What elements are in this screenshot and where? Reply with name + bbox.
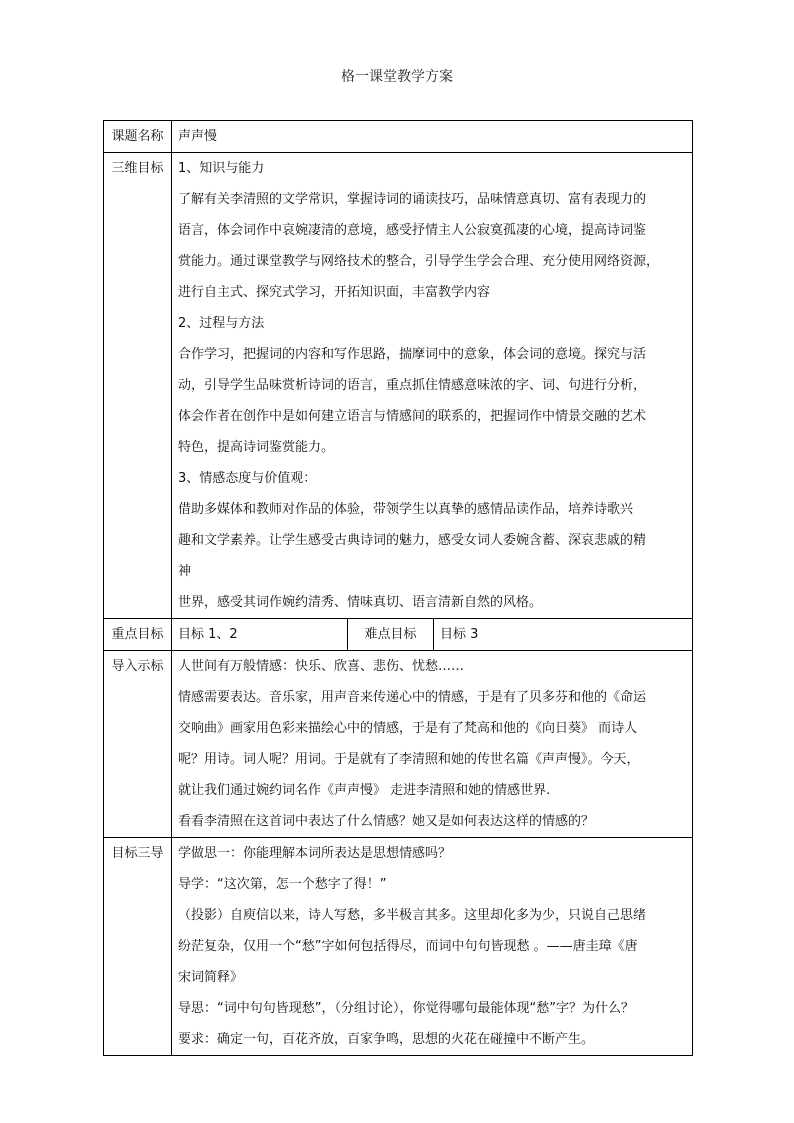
objectives-line: 借助多媒体和教师对作品的体验，带领学生以真挚的感情品读作品，培养诗歌兴 (178, 502, 634, 517)
guide-line: 要求：确定一句，百花齐放，百家争鸣，思想的火花在碰撞中不断产生。 (178, 1032, 595, 1047)
intro-row (104, 651, 693, 838)
intro-line: 交响曲》画家用色彩来描绘心中的情感，于是有了梵高和他的《向日葵》 而诗人 (178, 721, 638, 736)
difficulty-value: 目标 3 (434, 619, 693, 651)
guide-line: 宋词简释》 (178, 970, 244, 985)
key-points-row (104, 619, 693, 651)
intro-content (172, 651, 693, 838)
intro-line: 看看李清照在这首词中表达了什么情感？她又是如何表达这样的情感的？ (178, 814, 595, 829)
guide-content (172, 838, 693, 1056)
document-title: 格一课堂教学方案 (341, 69, 453, 85)
objectives-line: 世界，感受其词作婉约清秀、情味真切、语言清新自然的风格。 (178, 595, 543, 610)
objectives-label: 三维目标 (104, 153, 172, 619)
key-points-value: 目标 1、2 (172, 619, 348, 651)
objectives-line: 体会作者在创作中是如何建立语言与情感间的联系的，把握词作中情景交融的艺术 (178, 409, 647, 424)
guide-line: 导学：“这次第，怎一个愁字了得！” (178, 877, 387, 892)
key-points-label: 重点目标 (104, 619, 172, 651)
objectives-heading-knowledge: 1、知识与能力 (178, 161, 265, 176)
difficulty-label: 难点目标 (348, 619, 434, 651)
objectives-line: 特色，提高诗词鉴赏能力。 (178, 440, 335, 455)
lesson-plan-table (103, 120, 693, 1056)
objectives-content (172, 153, 693, 619)
intro-line: 就让我们通过婉约词名作《声声慢》 走进李清照和她的情感世界. (178, 783, 551, 798)
objectives-line: 动，引导学生品味赏析诗词的语言，重点抓住情感意味浓的字、词、句进行分析， (178, 378, 647, 393)
objectives-line: 趣和文学素养。让学生感受古典诗词的魅力，感受女词人委婉含蓄、深哀悲戚的精 (178, 533, 647, 548)
objectives-line: 了解有关李清照的文学常识，掌握诗词的诵读技巧，品味情意真切、富有表现力的 (178, 192, 647, 207)
objectives-line: 合作学习，把握词的内容和写作思路，揣摩词中的意象，体会词的意境。探究与活 (178, 347, 647, 362)
guide-row (104, 838, 693, 1056)
guide-label: 目标三导 (104, 838, 172, 1056)
intro-label: 导入示标 (104, 651, 172, 838)
objectives-line: 语言，体会词作中哀婉凄清的意境，感受抒情主人公寂寞孤凄的心境，提高诗词鉴 (178, 223, 647, 238)
objectives-heading-attitude: 3、情感态度与价值观： (178, 471, 317, 486)
objectives-row (104, 153, 693, 619)
topic-label: 课题名称 (104, 121, 172, 153)
objectives-line: 进行自主式、探究式学习，开拓知识面，丰富教学内容 (178, 285, 491, 300)
objectives-heading-process: 2、过程与方法 (178, 316, 265, 331)
intro-line: 人世间有万般情感：快乐、欣喜、悲伤、忧愁…… (178, 659, 465, 674)
objectives-line: 赏能力。通过课堂教学与网络技术的整合，引导学生学会合理、充分使用网络资源， (178, 254, 660, 269)
guide-line: （投影）自庾信以来，诗人写愁，多半极言其多。这里却化多为少，只说自己思绪 (178, 908, 647, 923)
topic-value: 声声慢 (172, 121, 693, 153)
guide-line: 纷茫复杂，仅用一个“愁”字如何包括得尽，而词中句句皆现愁 。——唐圭璋《唐 (178, 939, 638, 954)
topic-row (104, 121, 693, 153)
objectives-line: 神 (178, 564, 192, 579)
intro-line: 呢？用诗。词人呢？用词。于是就有了李清照和她的传世名篇《声声慢》。今天， (178, 752, 640, 767)
guide-line: 导思：“词中句句皆现愁”，（分组讨论），你觉得哪句最能体现“愁”字？为什么？ (178, 1001, 634, 1016)
guide-line: 学做思一：你能理解本词所表达是思想情感吗？ (178, 846, 452, 861)
intro-line: 情感需要表达。音乐家，用声音来传递心中的情感，于是有了贝多芬和他的《命运 (178, 690, 647, 705)
